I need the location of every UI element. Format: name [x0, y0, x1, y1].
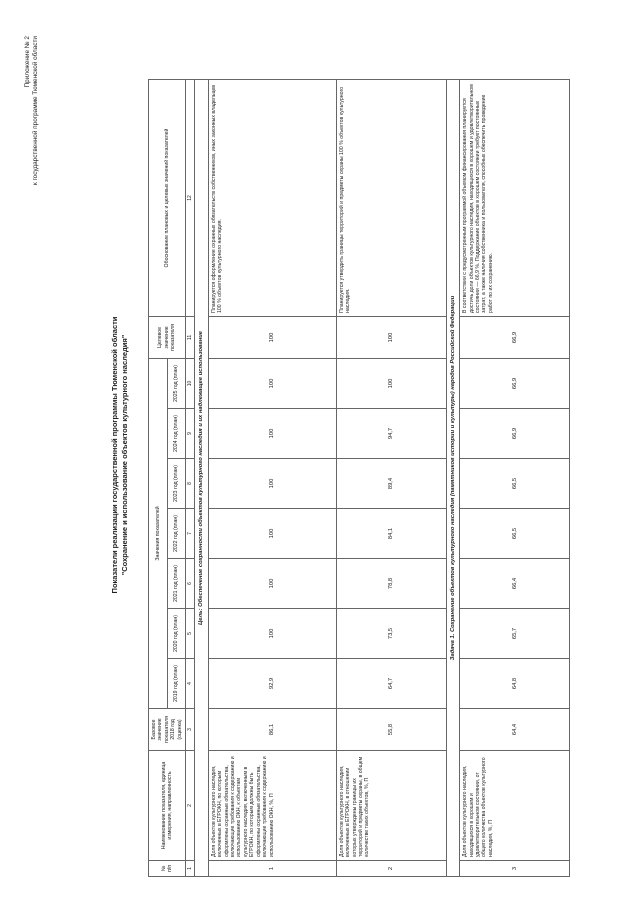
appendix-note	[24, 36, 40, 185]
row-rationale: В соответствии с предусмотренным программой объемом финансирования планируется достичь доли объектов культурного наследия, находящихся в хорошем и удовлетворительном состоянии — 66,9 %. Поддержание объектов в хорошем состоянии требует постоянных затрат, а также наличия собственника и пользователя, способных обеспечить проведение работ по их сохранению.	[460, 79, 570, 316]
column-index: 6	[186, 559, 195, 609]
row-2020: 65,7	[460, 609, 570, 659]
column-index: 8	[186, 459, 195, 509]
row-rationale: Планируется оформление охранных обязательств собственников, иных законных владельцев 100 % объектов культурного наследия.	[208, 79, 336, 316]
column-index: 1	[186, 861, 195, 877]
header-rationale: Обоснование плановых и целевых значений показателей	[149, 79, 186, 316]
header-2019: 2019 год (план)	[167, 659, 186, 709]
row-2021: 100	[208, 559, 336, 609]
header-2021: 2021 год (план)	[167, 559, 186, 609]
row-2020: 100	[208, 609, 336, 659]
column-index-row	[186, 79, 195, 876]
row-target: 100	[208, 316, 336, 358]
header-2024: 2024 год (план)	[167, 409, 186, 459]
column-index: 5	[186, 609, 195, 659]
document-title	[110, 115, 130, 795]
appendix-line-1: Приложение № 2	[24, 36, 31, 88]
row-num: 2	[336, 861, 446, 877]
row-2022: 84,1	[336, 509, 446, 559]
column-index: 12	[186, 79, 195, 316]
column-index: 2	[186, 751, 195, 861]
row-2019: 92,9	[208, 659, 336, 709]
header-base: Базовое значение показателя 2018 год (оценка)	[149, 709, 186, 751]
row-name: Доля объектов культурного наследия, включенных в ЕГРОКН, в отношении которых утверждены границы их территорий и предметы охраны, в общем количестве таких объектов, %, П	[336, 751, 446, 861]
row-2023: 66,5	[460, 459, 570, 509]
title-line-2: "Сохранение и использование объектов культурного наследия"	[120, 334, 129, 576]
row-2020: 73,5	[336, 609, 446, 659]
row-2019: 64,7	[336, 659, 446, 709]
header-2023: 2023 год (план)	[167, 459, 186, 509]
row-base: 64,4	[460, 709, 570, 751]
row-2025: 100	[208, 358, 336, 408]
header-2020: 2020 год (план)	[167, 609, 186, 659]
table-row	[336, 79, 446, 876]
task-row	[446, 79, 459, 876]
row-2025: 100	[336, 358, 446, 408]
row-2024: 100	[208, 409, 336, 459]
row-2021: 66,4	[460, 559, 570, 609]
row-2021: 78,8	[336, 559, 446, 609]
table-row	[460, 79, 570, 876]
column-index: 9	[186, 409, 195, 459]
column-index: 10	[186, 358, 195, 408]
row-base: 86,1	[208, 709, 336, 751]
title-line-1: Показатели реализации государственной программы Тюменской области	[110, 316, 119, 594]
table-row	[208, 79, 336, 876]
row-2024: 94,7	[336, 409, 446, 459]
row-2023: 100	[208, 459, 336, 509]
goal-row	[195, 79, 208, 876]
row-2023: 89,4	[336, 459, 446, 509]
header-2025: 2025 год (план)	[167, 358, 186, 408]
row-num: 1	[208, 861, 336, 877]
row-2019: 64,8	[460, 659, 570, 709]
indicators-table	[148, 79, 570, 877]
row-target: 100	[336, 316, 446, 358]
row-target: 66,9	[460, 316, 570, 358]
row-name: Доля объектов культурного наследия, находящихся в хорошем и удовлетворительном состоянии, от общего количества объектов культурного наследия, %, П	[460, 751, 570, 861]
column-index: 3	[186, 709, 195, 751]
header-num: № п/п	[149, 861, 186, 877]
goal-text: Цель: Обеспечение сохранности объектов культурного наследия и их надлежащее использование	[195, 79, 208, 876]
row-num: 3	[460, 861, 570, 877]
column-index: 4	[186, 659, 195, 709]
header-2022: 2022 год (план)	[167, 509, 186, 559]
header-row-1	[149, 79, 168, 876]
appendix-line-2: к государственной программе Тюменской области	[32, 36, 39, 186]
row-2022: 66,5	[460, 509, 570, 559]
header-name: Наименование показателя, единица измерения, направленность	[149, 751, 186, 861]
indicators-table-wrapper	[148, 80, 570, 877]
row-name: Доля объектов культурного наследия, включенных в ЕГРОКН, по которым оформлены охранные обязательства, включающие требования к содержанию и использованию ОКН, к объектам культурного наследия, включенным в ЕГРОКН, по которым должны быть оформлены охранные обязательства, включающие требования к содержанию и использованию ОКН, %, П	[208, 751, 336, 861]
task-text: Задача 1. Сохранение объектов культурного наследия (памятников истории и культуры) народов Российской Федерации	[446, 79, 459, 876]
row-2025: 66,9	[460, 358, 570, 408]
column-index: 11	[186, 316, 195, 358]
row-rationale: Планируется утвердить границы территорий и предметы охраны 100 % объектов культурного наследия.	[336, 79, 446, 316]
row-2024: 66,9	[460, 409, 570, 459]
row-base: 55,8	[336, 709, 446, 751]
header-values-group: Значения показателей	[149, 358, 168, 708]
row-2022: 100	[208, 509, 336, 559]
column-index: 7	[186, 509, 195, 559]
header-target: Целевое значение показателя	[149, 316, 186, 358]
